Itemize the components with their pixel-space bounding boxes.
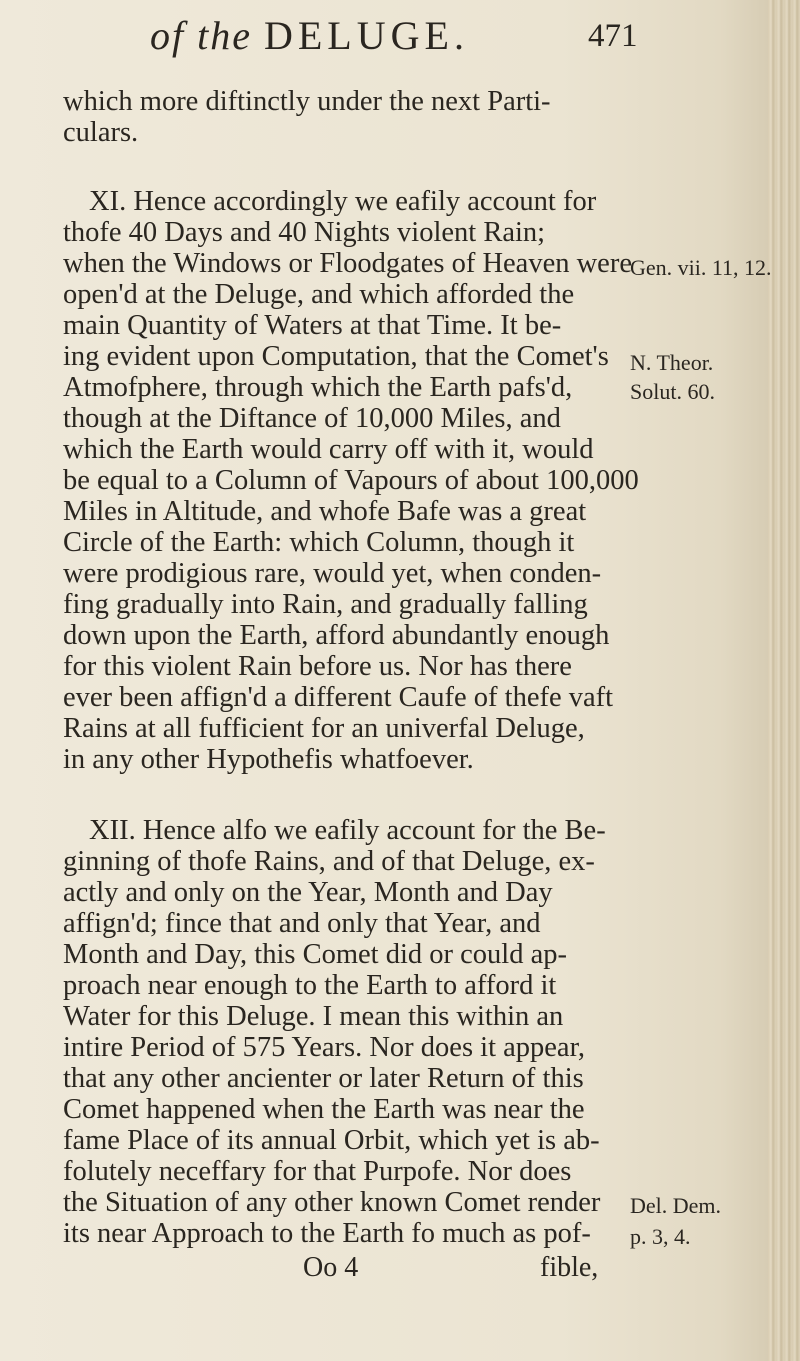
margin-note: Gen. vii. 11, 12. xyxy=(630,255,772,280)
text-line: Atmofphere, through which the Earth pafs'd, xyxy=(63,372,573,403)
text-line: affign'd; fince that and only that Year, and xyxy=(63,908,541,939)
text-line: were prodigious rare, would yet, when conden- xyxy=(63,558,602,589)
page-number: 471 xyxy=(588,18,638,54)
margin-note: N. Theor. xyxy=(630,350,714,375)
text-line: ing evident upon Computation, that the Comet's xyxy=(63,341,609,372)
text-line: the Situation of any other known Comet render xyxy=(63,1187,601,1218)
text-line: open'd at the Deluge, and which afforded the xyxy=(63,279,575,310)
text-line: its near Approach to the Earth fo much as pof- xyxy=(63,1218,591,1249)
signature-mark: Oo 4 xyxy=(303,1252,359,1283)
text-line: Rains at all fufficient for an univerfal Deluge, xyxy=(63,713,585,744)
catchword: fible, xyxy=(540,1252,599,1283)
text-line: fing gradually into Rain, and gradually falling xyxy=(63,589,588,620)
page-edge xyxy=(768,0,800,1361)
text-line: Comet happened when the Earth was near the xyxy=(63,1094,585,1125)
margin-note: p. 3, 4. xyxy=(630,1224,691,1249)
text-line: main Quantity of Waters at that Time. It be- xyxy=(63,310,562,341)
text-line: that any other ancienter or later Return of this xyxy=(63,1063,584,1094)
text-line: folutely neceffary for that Purpofe. Nor does xyxy=(63,1156,572,1187)
running-head xyxy=(0,12,720,82)
text-line: when the Windows or Floodgates of Heaven were xyxy=(63,248,632,279)
text-line: XI. Hence accordingly we eafily account for xyxy=(89,186,597,217)
text-line: ever been affign'd a different Caufe of thefe vaft xyxy=(63,682,614,713)
text-line: ginning of thofe Rains, and of that Deluge, ex- xyxy=(63,846,595,877)
running-title-caps: DELUGE. xyxy=(263,13,469,58)
text-line: be equal to a Column of Vapours of about 100,000 xyxy=(63,465,639,496)
text-line: for this violent Rain before us. Nor has there xyxy=(63,651,572,682)
text-line: Circle of the Earth: which Column, though it xyxy=(63,527,575,558)
running-title-italic: of the xyxy=(150,13,252,58)
text-line: though at the Diftance of 10,000 Miles, and xyxy=(63,403,561,434)
margin-note: Del. Dem. xyxy=(630,1193,722,1218)
text-line: Water for this Deluge. I mean this within an xyxy=(63,1001,564,1032)
text-line: XII. Hence alfo we eafily account for the Be- xyxy=(89,815,606,846)
text-line: in any other Hypothefis whatfoever. xyxy=(63,744,474,775)
text-line: which more diftinctly under the next Parti- xyxy=(63,86,551,117)
text-line: down upon the Earth, afford abundantly enough xyxy=(63,620,610,651)
text-line: proach near enough to the Earth to afford it xyxy=(63,970,557,1001)
text-line: which the Earth would carry off with it, would xyxy=(63,434,594,465)
text-line: Month and Day, this Comet did or could ap- xyxy=(63,939,567,970)
text-line: actly and only on the Year, Month and Day xyxy=(63,877,553,908)
margin-note: Solut. 60. xyxy=(630,379,715,404)
text-line: fame Place of its annual Orbit, which yet is ab- xyxy=(63,1125,600,1156)
running-title xyxy=(150,12,469,59)
text-line: Miles in Altitude, and whofe Bafe was a great xyxy=(63,496,587,527)
text-line: thofe 40 Days and 40 Nights violent Rain; xyxy=(63,217,546,248)
text-line: culars. xyxy=(63,117,139,148)
text-line: intire Period of 575 Years. Nor does it appear, xyxy=(63,1032,586,1063)
